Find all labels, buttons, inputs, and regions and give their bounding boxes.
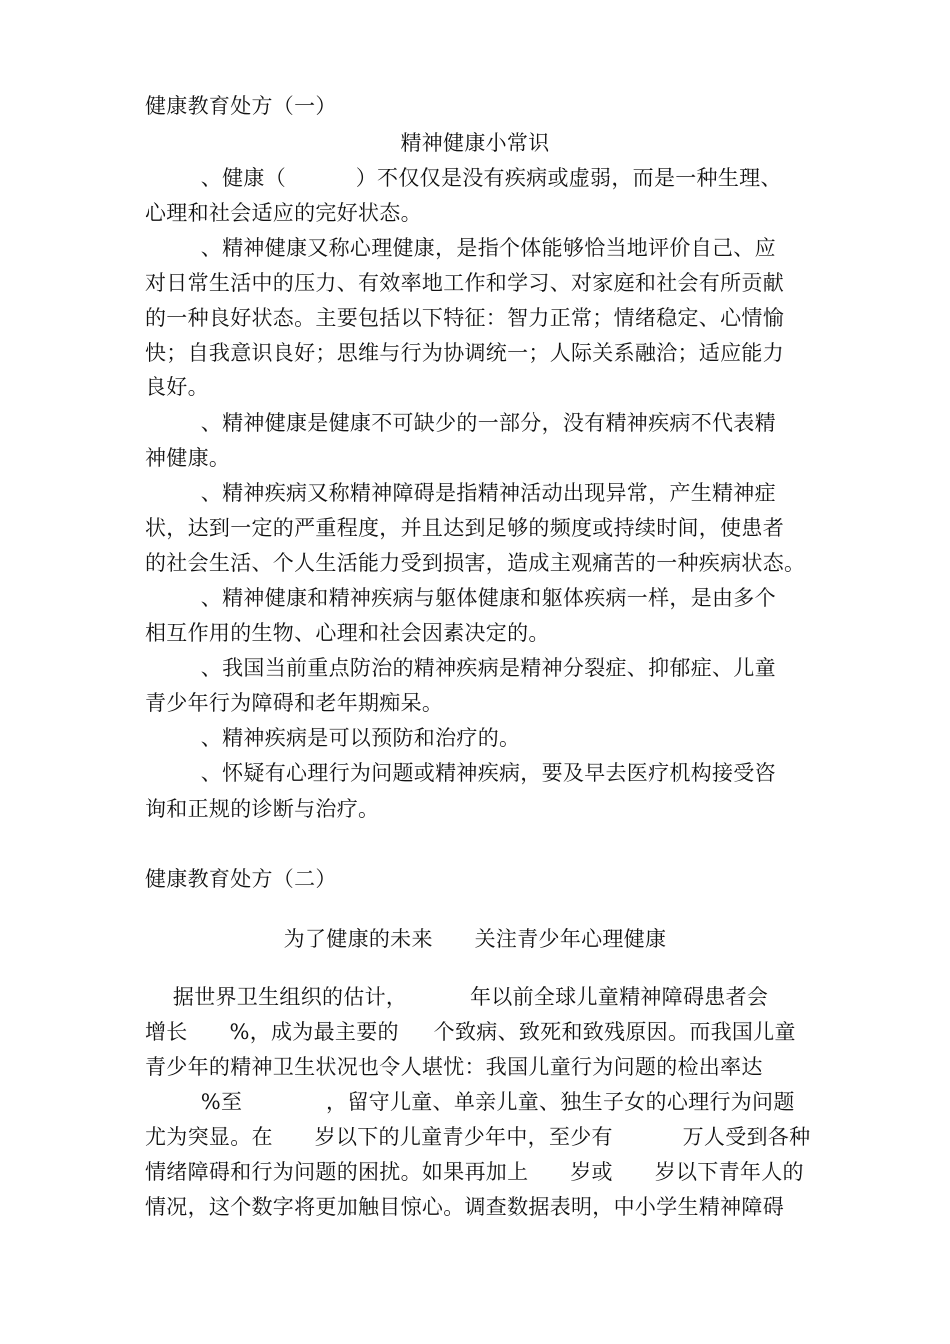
paragraph-line: 神健康。	[145, 446, 231, 470]
paragraph-line: 情况，这个数字将更加触目惊心。调查数据表明，中小学生精神障碍	[145, 1195, 784, 1219]
paragraph-line: 、精神疾病是可以预防和治疗的。	[145, 726, 521, 750]
section1-title: 精神健康小常识	[400, 131, 550, 155]
paragraph-line: 快；自我意识良好；思维与行为协调统一；人际关系融洽；适应能力	[145, 341, 784, 365]
paragraph-line: 心理和社会适应的完好状态。	[145, 201, 422, 225]
paragraph-line: 、精神健康又称心理健康，是指个体能够恰当地评价自己、应	[145, 236, 776, 260]
paragraph-line: 增长 %，成为最主要的 个致病、致死和致残原因。而我国儿童	[145, 1020, 796, 1044]
paragraph-line: 、健康（ ）不仅仅是没有疾病或虚弱，而是一种生理、	[145, 166, 782, 190]
paragraph-line: 、精神健康是健康不可缺少的一部分，没有精神疾病不代表精	[145, 411, 776, 435]
paragraph-line: 、怀疑有心理行为问题或精神疾病，要及早去医疗机构接受咨	[145, 761, 776, 785]
paragraph-line: 、精神疾病又称精神障碍是指精神活动出现异常，产生精神症	[145, 481, 776, 505]
paragraph-line: 的社会生活、个人生活能力受到损害，造成主观痛苦的一种疾病状态。	[145, 551, 806, 575]
paragraph-line: %至 ，留守儿童、单亲儿童、独生子女的心理行为问题	[145, 1090, 795, 1114]
paragraph-line: 对日常生活中的压力、有效率地工作和学习、对家庭和社会有所贡献	[145, 271, 784, 295]
section2-heading: 健康教育处方（二）	[145, 867, 337, 891]
paragraph-line: 的一种良好状态。主要包括以下特征：智力正常；情绪稳定、心情愉	[145, 306, 784, 330]
paragraph-line: 青少年行为障碍和老年期痴呆。	[145, 691, 444, 715]
paragraph-line: 、我国当前重点防治的精神疾病是精神分裂症、抑郁症、儿童	[145, 656, 776, 680]
section1-heading: 健康教育处方（一）	[145, 94, 337, 118]
paragraph-line: 良好。	[145, 375, 209, 399]
paragraph-line: 青少年的精神卫生状况也令人堪忧：我国儿童行为问题的检出率达	[145, 1055, 763, 1079]
section2-title: 为了健康的未来 关注青少年心理健康	[283, 927, 667, 951]
paragraph-line: 相互作用的生物、心理和社会因素决定的。	[145, 621, 550, 645]
paragraph-line: 状，达到一定的严重程度，并且达到足够的频度或持续时间，使患者	[145, 516, 784, 540]
paragraph-line: 询和正规的诊断与治疗。	[145, 797, 380, 821]
paragraph-line: 、精神健康和精神疾病与躯体健康和躯体疾病一样，是由多个	[145, 586, 776, 610]
paragraph-line: 据世界卫生组织的估计， 年以前全球儿童精神障碍患者会	[145, 985, 769, 1009]
paragraph-line: 情绪障碍和行为问题的困扰。如果再加上 岁或 岁以下青年人的	[145, 1160, 804, 1184]
paragraph-line: 尤为突显。在 岁以下的儿童青少年中，至少有 万人受到各种	[145, 1125, 811, 1149]
